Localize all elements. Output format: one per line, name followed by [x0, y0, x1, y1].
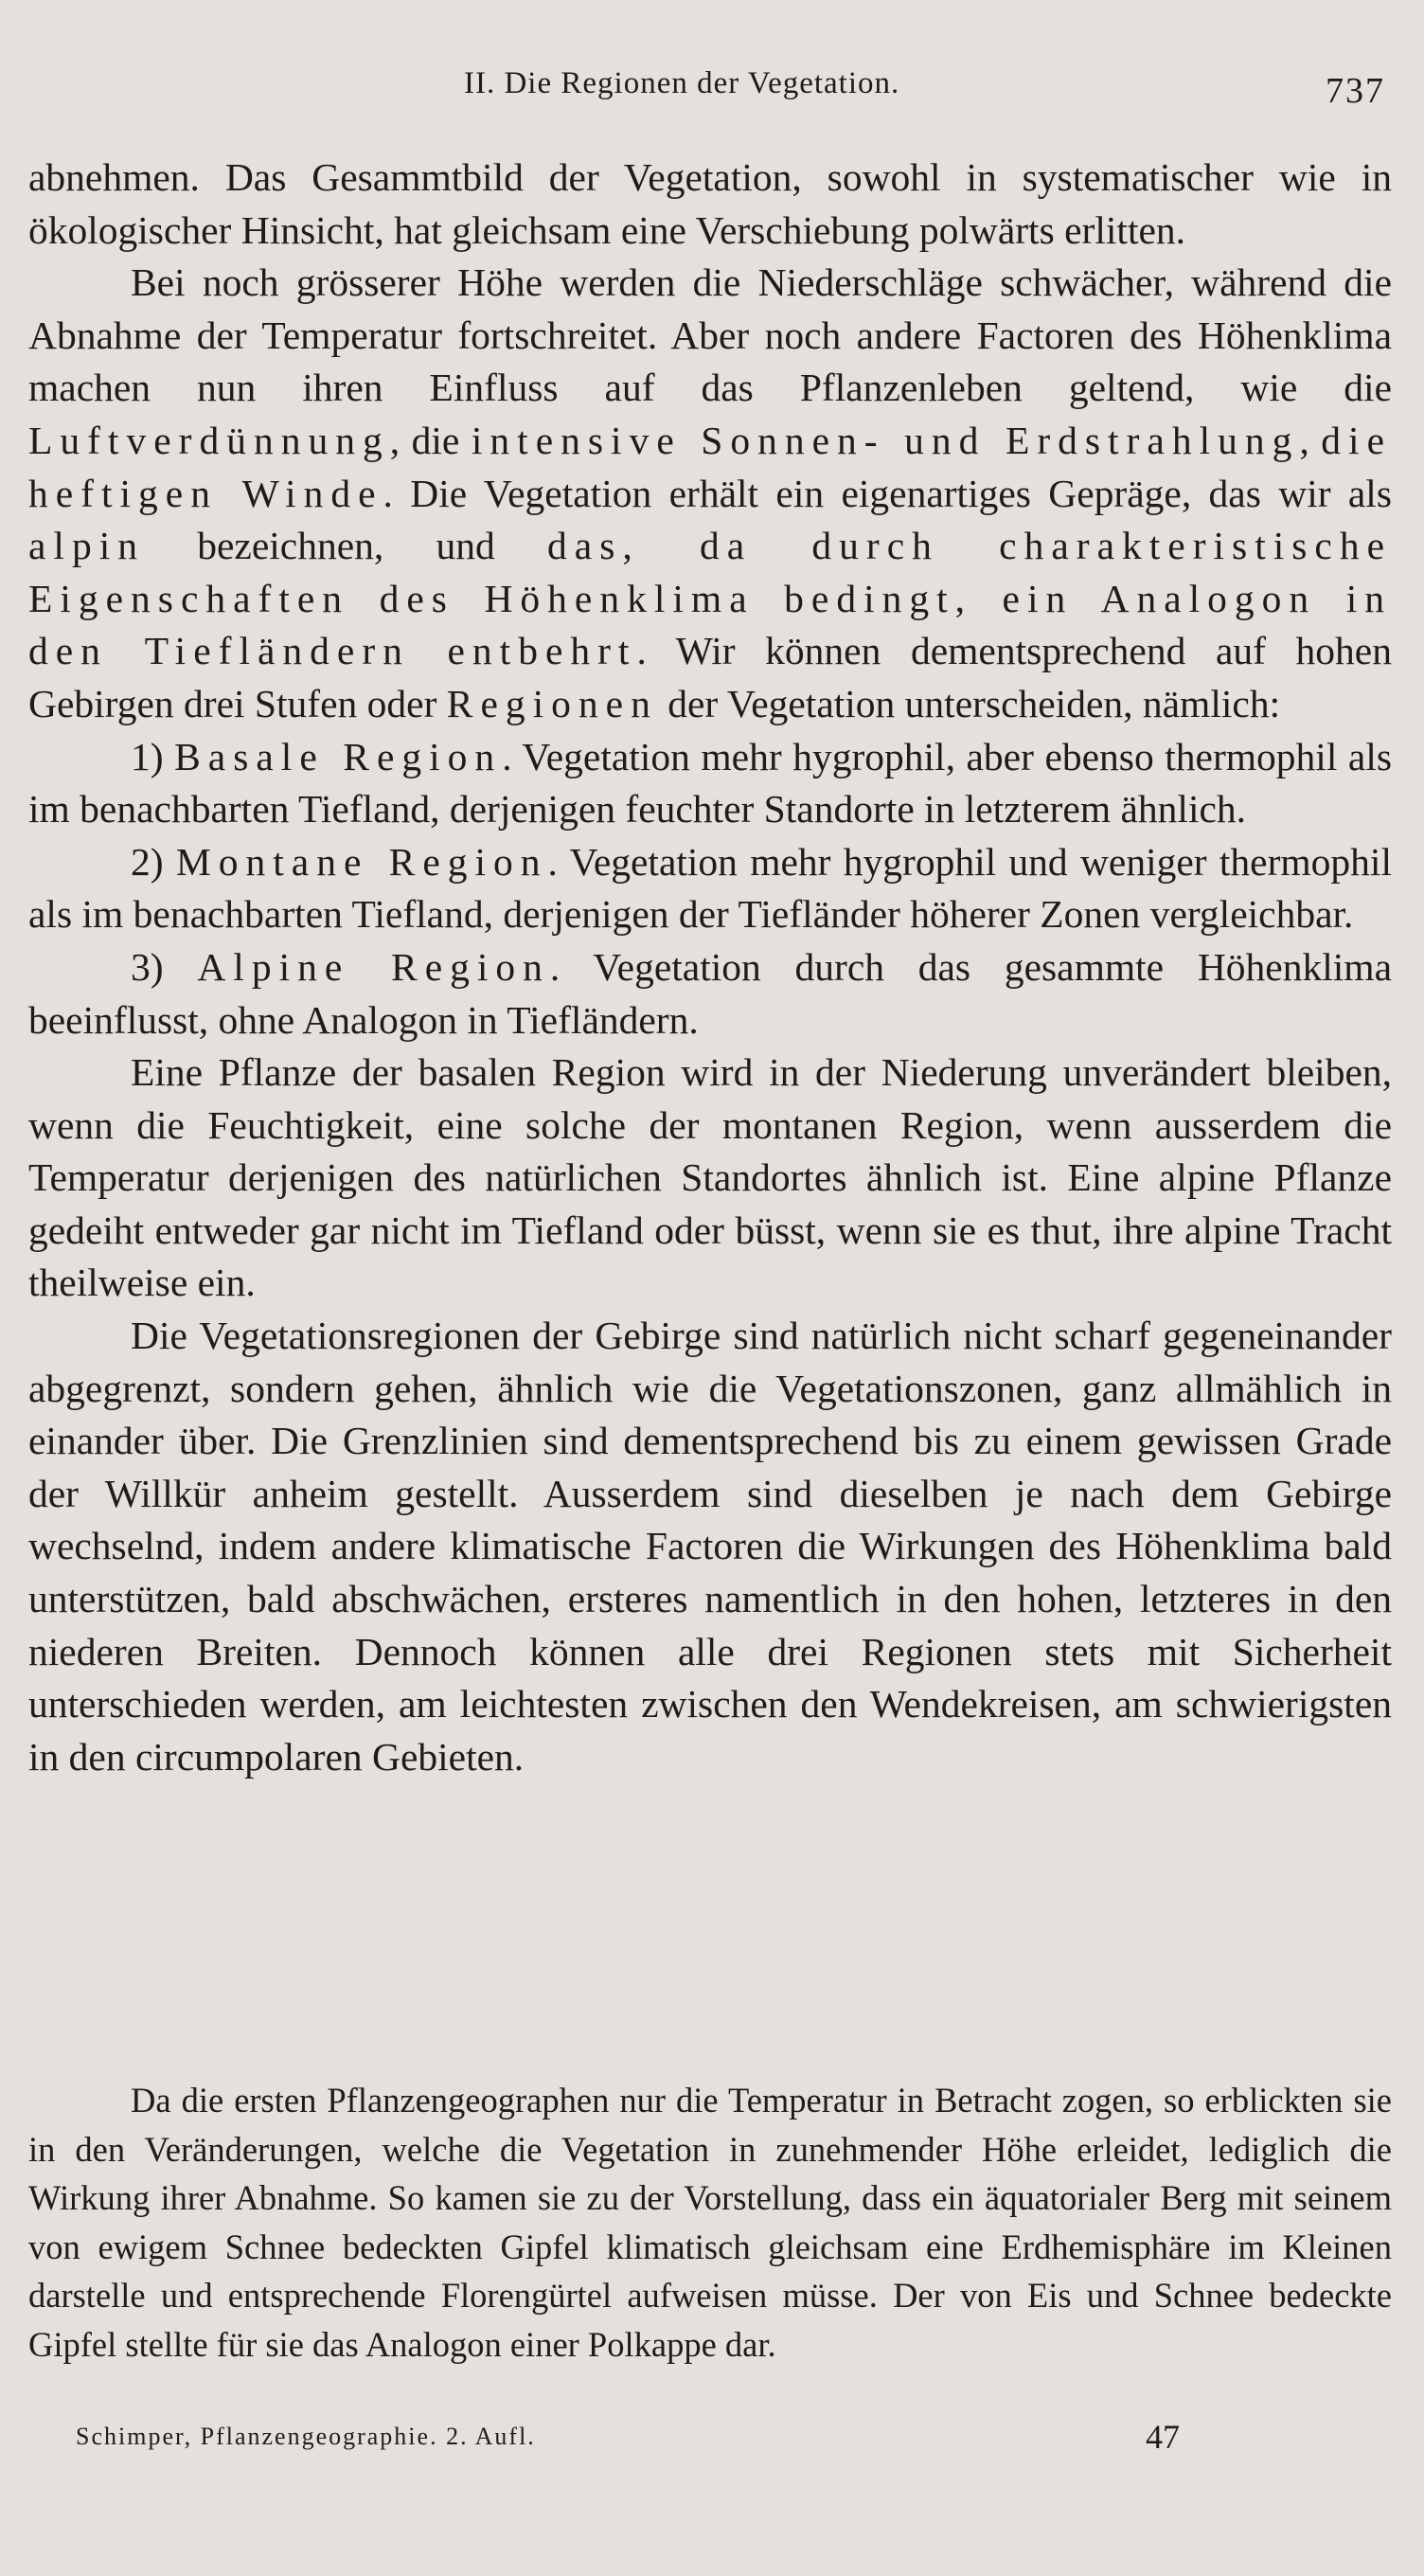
text-run: . Die Vegetation erhält ein eigenartiges Gepräge, das wir als: [383, 471, 1392, 515]
spaced-term: das, da durch charakteristische Eigenschaften des Höhenklima bedingt, ein Analogon in den Tiefländern entbehrt: [28, 524, 1392, 673]
text-run: ,: [1299, 418, 1322, 462]
text-run: . Wir können dementsprechend auf hohen Gebirgen drei Stufen oder: [28, 629, 1392, 725]
spaced-term: Luftverdünnung: [28, 418, 390, 462]
paragraph-history: Da die ersten Pflanzengeographen nur die Temperatur in Betracht zogen, so erblickten sie in den Veränderungen, welche die Vegetation in zunehmender Höhe erleidet, lediglich die Wirkung ihrer Abnahme. So kamen sie zu der Vorstellung, dass ein äquatorialer Berg mit seinem von ewigem Schnee bedeckten Gipfel klimatisch gleichsam eine Erdhemisphäre im Kleinen darstelle und entsprechende Florengürtel aufweisen müsse. Der von Eis und Schnee bedeckte Gipfel stellte für sie das Analogon einer Polkappe dar.: [28, 2081, 1392, 2364]
item-text: . Vegetation mehr hygrophil, aber ebenso thermophil als im benachbarten Tiefland, derjenigen feuchter Standorte in letzterem ähnlich.: [28, 734, 1393, 832]
spaced-term: Regionen: [446, 681, 658, 725]
text-run: Bei noch grösserer Höhe werden die Niederschläge schwächer, während die Abnahme der Temperatur fortschreitet. Aber noch andere Factoren des Höhenklima machen nun ihren Einfluss auf das Pflanzenleben geltend, wie die: [28, 260, 1392, 410]
item-number: 2): [131, 839, 176, 884]
paragraph-continuation: abnehmen. Das Gesammtbild der Vegetation, sowohl in systematischer wie in ökologischer Hinsicht, hat gleichsam eine Verschiebung polwärts erlitten.: [28, 155, 1392, 252]
region-name: Alpine Region: [197, 944, 550, 989]
spaced-term: intensive Sonnen- und Erdstrahlung: [471, 418, 1300, 462]
text-run: , die: [389, 418, 472, 462]
list-item-alpine-region: [28, 941, 1392, 1046]
region-name: Montane Region: [175, 839, 548, 884]
main-text: [28, 152, 1392, 1783]
page-number: 737: [1326, 71, 1385, 111]
item-number: 1): [131, 734, 175, 778]
spaced-term: die heftigen Winde: [28, 418, 1392, 515]
running-head: [0, 66, 1424, 114]
footer-imprint: Schimper, Pflanzengeographie. 2. Aufl.: [76, 2423, 536, 2450]
sheet-signature: 47: [1146, 2418, 1180, 2456]
region-name: Basale Region: [174, 734, 503, 778]
list-item-montane-region: [28, 836, 1392, 941]
paragraph-alpine-intro: [28, 257, 1392, 730]
item-text: . Vegetation mehr hygrophil und weniger thermophil als im benachbarten Tiefland, derjenigen der Tiefländer höherer Zonen vergleichbar.: [28, 839, 1392, 937]
list-item-basal-region: [28, 731, 1392, 836]
small-print-text: [28, 2076, 1392, 2369]
item-number: 3): [131, 944, 198, 989]
paragraph-basal-plant: Eine Pflanze der basalen Region wird in der Niederung unverändert bleiben, wenn die Feuchtigkeit, eine solche der montanen Region, wenn ausserdem die Temperatur derjenigen des natürlichen Standortes ähnlich ist. Eine alpine Pflanze gedeiht entweder gar nicht im Tiefland oder büsst, wenn sie es thut, ihre alpine Tracht theilweise ein.: [28, 1050, 1392, 1305]
spaced-term: alpin: [28, 524, 145, 568]
running-title: II. Die Regionen der Vegetation.: [464, 66, 900, 100]
paragraph-region-boundaries: Die Vegetationsregionen der Gebirge sind natürlich nicht scharf gegeneinander abgegrenzt, sondern gehen, ähnlich wie die Vegetationszonen, ganz allmählich in einander über. Die Grenzlinien sind dementsprechend bis zu einem gewissen Grade der Willkür anheim gestellt. Ausserdem sind dieselben je nach dem Gebirge wechselnd, indem andere klimatische Factoren die Wirkungen des Höhenklima bald unterstützen, bald abschwächen, ersteres namentlich in den hohen, letzteres in den niederen Breiten. Dennoch können alle drei Regionen stets mit Sicherheit unterschieden werden, am leichtesten zwischen den Wendekreisen, am schwierigsten in den circumpolaren Gebieten.: [28, 1314, 1392, 1779]
text-run: bezeichnen, und: [144, 524, 548, 568]
item-text: . Vegetation durch das gesammte Höhenklima beeinflusst, ohne Analogon in Tiefländern.: [28, 944, 1392, 1042]
text-run: der Vegetation unterscheiden, nämlich:: [657, 681, 1281, 725]
